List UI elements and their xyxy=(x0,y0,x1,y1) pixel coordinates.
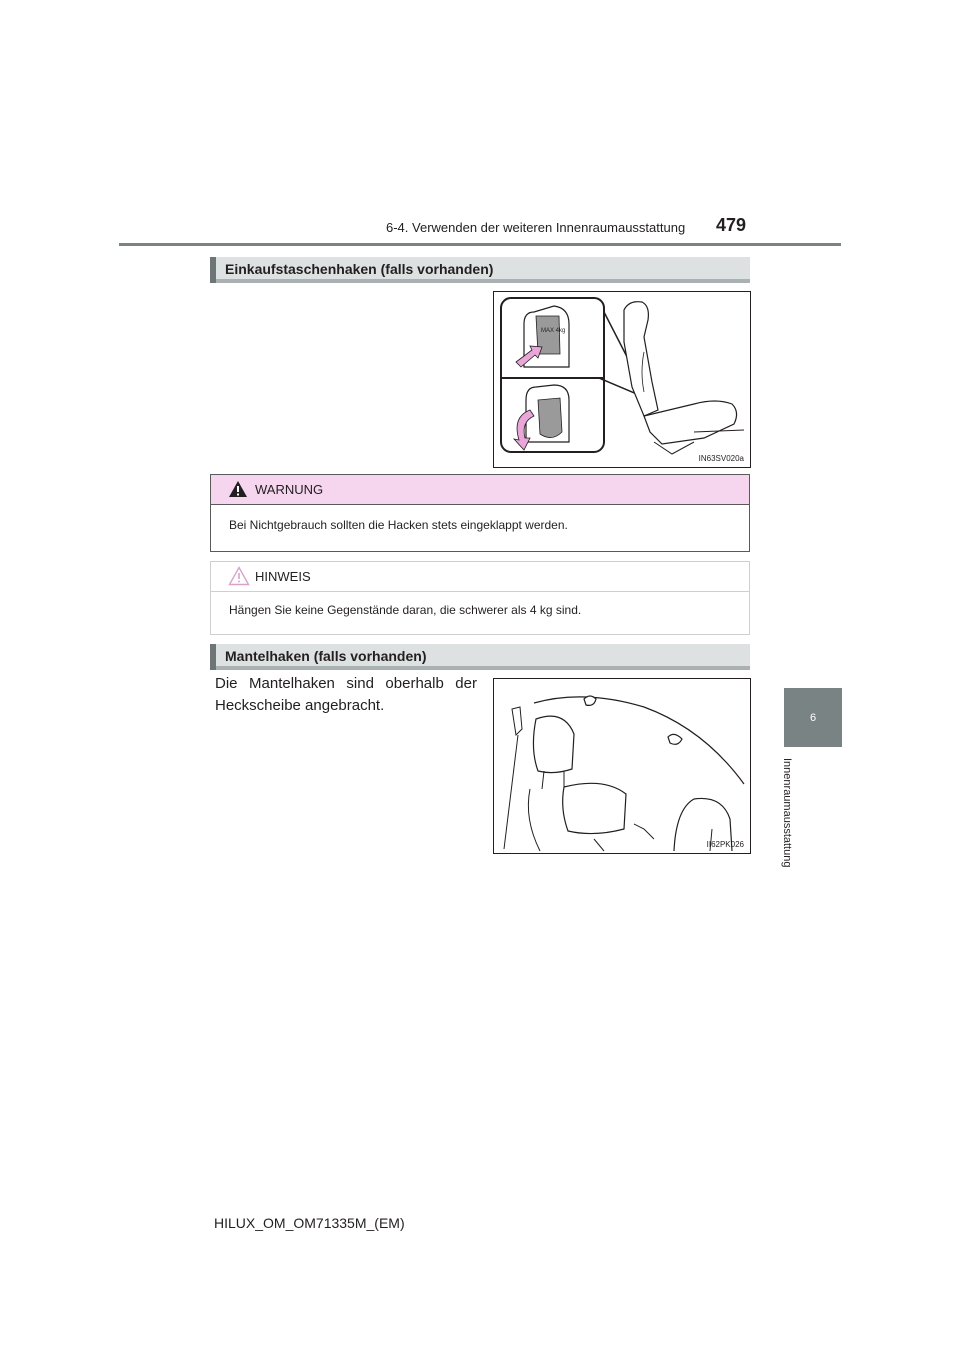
section-title: Einkaufstaschenhaken (falls vorhanden) xyxy=(225,261,494,277)
page-number: 479 xyxy=(716,215,747,235)
header-rule xyxy=(119,243,841,246)
max-4kg-mark: MAX 4kg xyxy=(541,328,566,334)
figure-coat-hook xyxy=(493,678,751,854)
footer-manual-code: HILUX_OM_OM71335M_(EM) xyxy=(214,1215,405,1231)
coat-hook-illustration xyxy=(494,679,750,853)
notice-title: HINWEIS xyxy=(255,569,311,584)
notice-header xyxy=(211,562,749,592)
chapter-label xyxy=(781,758,805,888)
warning-header xyxy=(211,475,749,505)
chapter-label-text: Innenraumausstattung xyxy=(781,758,793,868)
warning-title: WARNUNG xyxy=(255,482,324,497)
section-heading-coat-hook xyxy=(210,644,750,670)
warning-box xyxy=(210,474,750,552)
body-paragraph: Die Mantelhaken sind oberhalb der Heckscheibe angebracht. xyxy=(215,675,477,714)
caution-triangle-icon xyxy=(228,566,250,586)
warning-triangle-icon xyxy=(228,480,248,498)
chapter-number: 6 xyxy=(809,711,817,724)
section-title: Mantelhaken (falls vorhanden) xyxy=(225,648,427,664)
figure-code: II62PK026 xyxy=(706,840,744,849)
chapter-tab xyxy=(784,688,842,747)
section-heading-shopping-hook xyxy=(210,257,750,283)
warning-text: Bei Nichtgebrauch sollten die Hacken stets eingeklappt werden. xyxy=(229,518,568,532)
notice-text: Hängen Sie keine Gegenstände daran, die schwerer als 4 kg sind. xyxy=(229,603,582,617)
figure-code: IN63SV020a xyxy=(698,454,744,463)
figure-shopping-hook xyxy=(493,291,751,468)
notice-box xyxy=(210,561,750,635)
shopping-hook-illustration xyxy=(494,292,750,467)
running-header: 6-4. Verwenden der weiteren Innenraumausstattung xyxy=(386,220,686,235)
